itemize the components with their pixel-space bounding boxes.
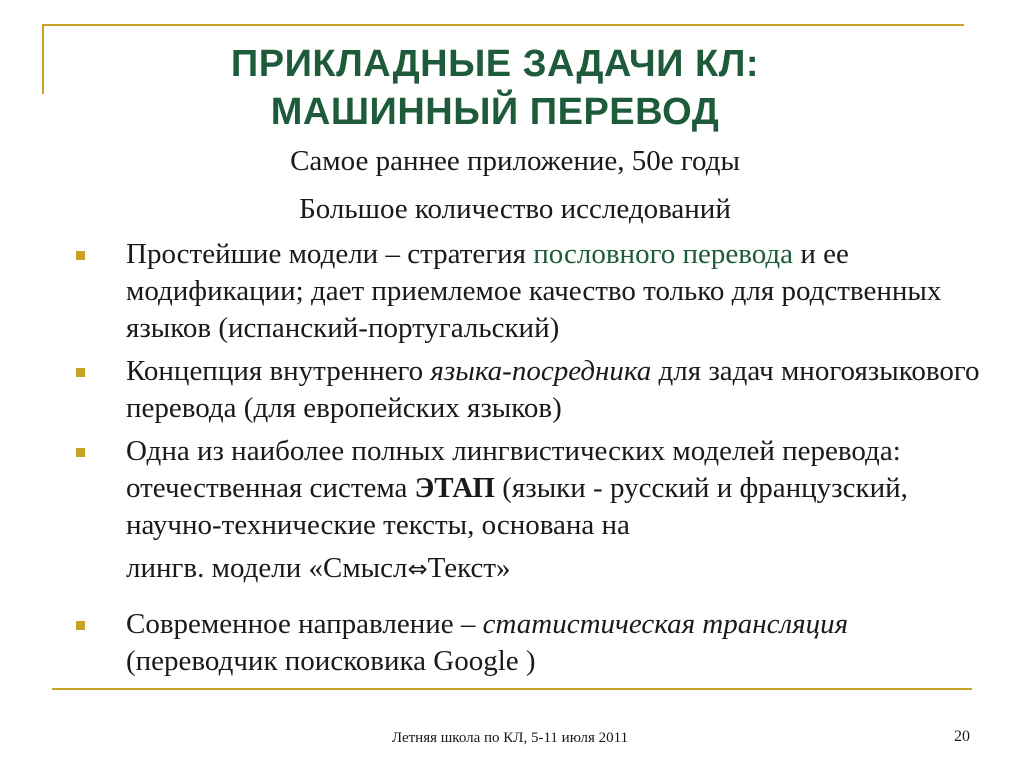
subtitle-line-1: Самое раннее приложение, 50е годы <box>290 145 740 177</box>
bullet-marker <box>76 448 85 457</box>
bullet-list <box>72 236 992 686</box>
title-line-2: МАШИННЫЙ ПЕРЕВОД <box>270 91 720 133</box>
footer-text: Летняя школа по КЛ, 5-11 июля 2011 <box>391 730 629 746</box>
italic-term: языка-посредника <box>430 355 652 387</box>
bullet-line <box>126 550 511 588</box>
bullet-marker <box>76 368 85 377</box>
bold-term: ЭТАП <box>414 472 495 504</box>
title-line-1: ПРИКЛАДНЫЕ ЗАДАЧИ КЛ: <box>230 43 760 85</box>
subtitle-line-2: Большое количество исследований <box>299 193 731 225</box>
page-number: 20 <box>954 728 970 745</box>
slide-title <box>100 40 890 136</box>
bullet-marker <box>76 251 85 260</box>
bullet-text: (переводчик поисковика Google ) <box>126 645 536 677</box>
bullet-text: Концепция внутреннего <box>126 355 431 387</box>
bullet-text: и ее модификации; дает приемлемое качество только для родственных языков (испанский-португальский) <box>126 238 942 344</box>
italic-term: статистическая трансляция <box>482 608 849 640</box>
bullet-marker <box>76 621 85 630</box>
bullet-text: Текст» <box>427 552 511 584</box>
bullet-text: Современное направление – <box>126 608 483 640</box>
top-rule <box>42 24 964 26</box>
bullet-item <box>72 353 992 427</box>
bullet-text: для задач многоязыкового перевода (для европейских языков) <box>126 355 980 424</box>
bullet-text: (языки - русский и французский, научно-технические тексты, основана на <box>126 472 908 541</box>
bullet-item <box>72 433 992 588</box>
footer-rule <box>52 688 972 690</box>
double-arrow-icon: ⇔ <box>407 555 428 583</box>
left-rule <box>42 24 44 94</box>
bullet-item <box>72 606 992 680</box>
bullet-text: Одна из наиболее полных лингвистических моделей перевода: отечественная система <box>126 435 901 504</box>
highlight-text: пословного перевода <box>533 238 794 270</box>
bullet-text: лингв. модели «Смысл <box>126 552 408 584</box>
bullet-text: Простейшие модели – стратегия <box>126 238 534 270</box>
bullet-item <box>72 236 992 347</box>
